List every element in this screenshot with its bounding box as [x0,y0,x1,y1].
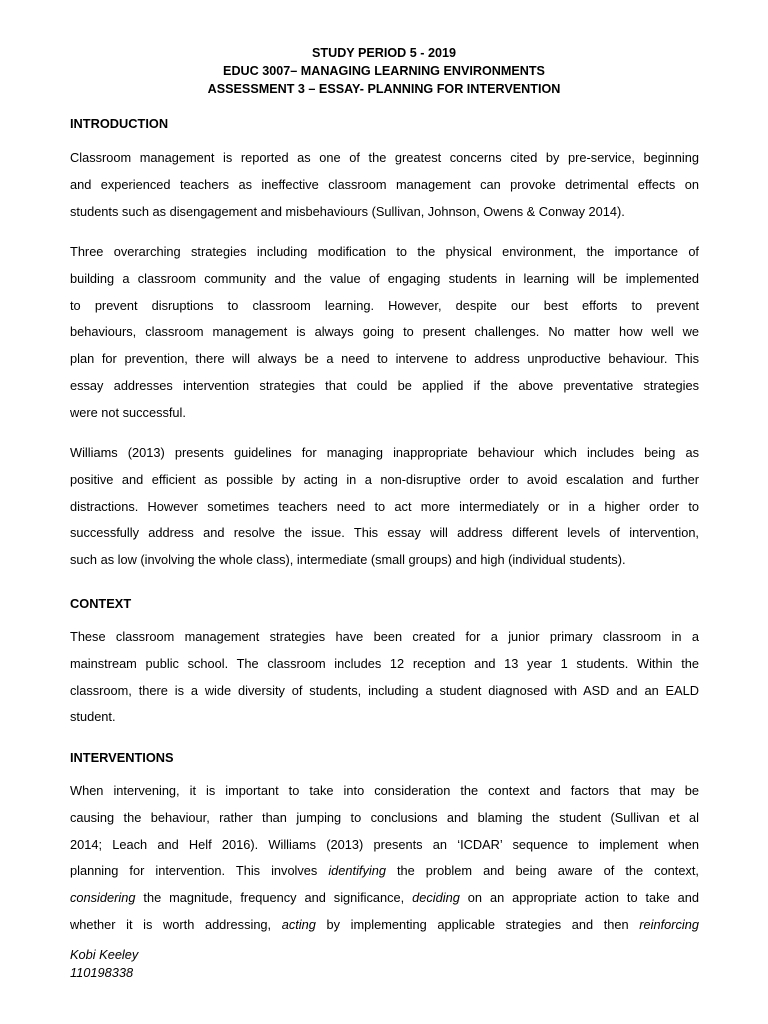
context-heading: CONTEXT [70,596,132,611]
text-segment: on an appropriate action to take and [459,890,699,906]
author-name: Kobi Keeley [70,947,139,962]
text-line: causing the behaviour, rather than jumping to conclusions and blaming the student (Sullivan et al [70,809,699,825]
text-line: plan for prevention, there will always be a need to intervene to address unproductive behaviour. This [70,351,699,367]
text-line: essay addresses intervention strategies that could be applied if the above preventative strategies [70,377,699,393]
text-segment: the problem and being aware of the context, [385,863,699,879]
document-header [0,44,768,98]
text-line: building a classroom community and the value of engaging students in learning will be implemented [70,270,699,286]
interventions-paragraph [70,778,699,939]
text-segment: by implementing applicable strategies and then [315,916,640,932]
text-line: These classroom management strategies have been created for a junior primary classroom in a [70,629,699,644]
page-footer [70,946,138,982]
course-title: EDUC 3007– MANAGING LEARNING ENVIRONMENTS [223,64,545,78]
text-segment: whether it is worth addressing, [70,916,282,932]
text-line: student. [70,709,116,725]
emphasis-identifying: identifying [328,863,386,879]
student-id: 110198338 [70,965,134,980]
emphasis-considering: considering [70,890,136,906]
assessment-title: ASSESSMENT 3 – ESSAY- PLANNING FOR INTERVENTION [207,82,561,96]
emphasis-reinforcing: reinforcing [639,916,699,932]
text-line: such as low (involving the whole class), intermediate (small groups) and high (individual students). [70,552,626,568]
text-line: mainstream public school. The classroom includes 12 reception and 13 year 1 students. Within the [70,655,699,671]
text-segment: the magnitude, frequency and significance, [135,890,413,906]
text-line: Three overarching strategies including modification to the physical environment, the importance of [70,244,699,259]
text-line [70,912,699,939]
text-line: behaviours, classroom management is always going to present challenges. No matter how well we [70,324,699,340]
introduction-heading: INTRODUCTION [70,116,169,131]
text-line: to prevent disruptions to classroom learning. However, despite our best efforts to prevent [70,297,699,313]
text-line: When intervening, it is important to take into consideration the context and factors that may be [70,783,699,798]
text-line: Classroom management is reported as one of the greatest concerns cited by pre-service, beginning [70,150,699,165]
interventions-heading: INTERVENTIONS [70,750,174,765]
text-line: were not successful. [70,404,186,420]
text-line: and experienced teachers as ineffective classroom management can provoke detrimental effects on [70,176,699,192]
introduction-paragraph-2 [70,239,699,427]
emphasis-acting: acting [281,916,316,932]
context-paragraph [70,624,699,731]
text-line: successfully address and resolve the issue. This essay will address different levels of intervention, [70,525,699,541]
text-line: distractions. However sometimes teachers need to act more intermediately or in a higher order to [70,498,699,514]
text-segment: planning for intervention. This involves [70,863,329,879]
text-line: positive and efficient as possible by acting in a non-disruptive order to avoid escalation and further [70,471,699,487]
emphasis-deciding: deciding [412,890,460,906]
text-line: classroom, there is a wide diversity of students, including a student diagnosed with ASD and an EALD [70,682,699,698]
text-line [70,858,699,885]
text-line: Williams (2013) presents guidelines for managing inappropriate behaviour which includes being as [70,445,699,460]
introduction-paragraph-3 [70,440,699,574]
introduction-paragraph-1 [70,145,699,225]
text-line [70,885,699,912]
text-line: 2014; Leach and Helf 2016). Williams (2013) presents an ‘ICDAR’ sequence to implement when [70,836,699,852]
text-line: students such as disengagement and misbehaviours (Sullivan, Johnson, Owens & Conway 2014). [70,203,625,219]
study-period: STUDY PERIOD 5 - 2019 [312,46,456,60]
